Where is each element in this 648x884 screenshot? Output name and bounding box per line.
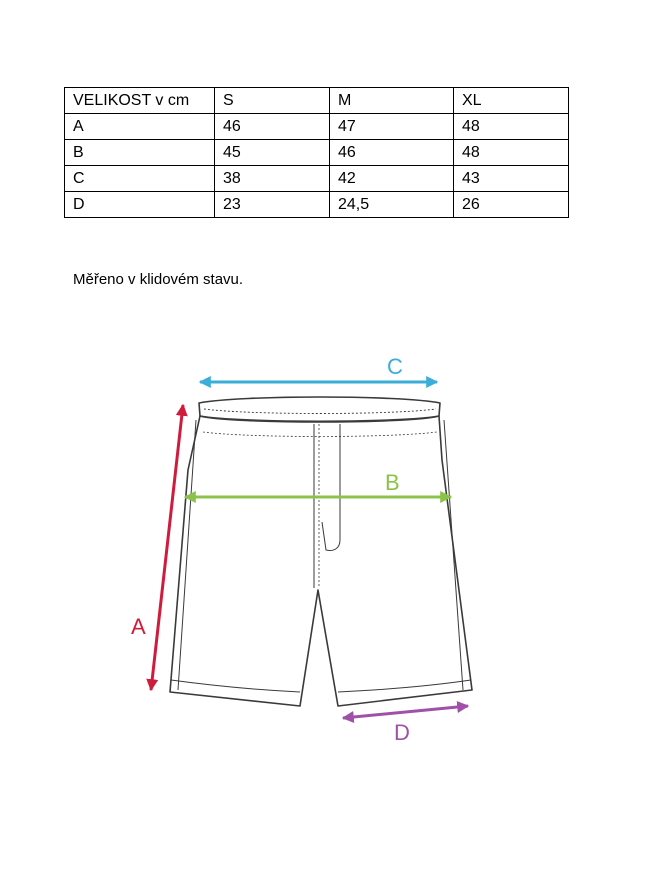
shorts-outline bbox=[170, 397, 472, 706]
table-cell: 47 bbox=[330, 114, 454, 140]
table-header-cell: VELIKOST v cm bbox=[65, 88, 215, 114]
table-cell: 26 bbox=[454, 192, 569, 218]
measure-c bbox=[200, 354, 437, 382]
table-cell: 48 bbox=[454, 114, 569, 140]
label-b: B bbox=[385, 470, 400, 495]
table-cell: C bbox=[65, 166, 215, 192]
table-cell: 23 bbox=[215, 192, 330, 218]
label-a: A bbox=[131, 614, 146, 639]
table-cell: B bbox=[65, 140, 215, 166]
table-cell: 48 bbox=[454, 140, 569, 166]
table-cell: 24,5 bbox=[330, 192, 454, 218]
measure-d bbox=[343, 706, 468, 745]
table-header-cell: M bbox=[330, 88, 454, 114]
waistband bbox=[199, 397, 440, 421]
table-cell: 46 bbox=[215, 114, 330, 140]
table-cell: D bbox=[65, 192, 215, 218]
table-header-cell: XL bbox=[454, 88, 569, 114]
measurement-note: Měřeno v klidovém stavu. bbox=[73, 271, 244, 288]
table-cell: 43 bbox=[454, 166, 569, 192]
table-cell: 46 bbox=[330, 140, 454, 166]
shorts-body bbox=[170, 416, 472, 706]
table-cell: 38 bbox=[215, 166, 330, 192]
table-cell: A bbox=[65, 114, 215, 140]
label-c: C bbox=[387, 354, 403, 379]
label-d: D bbox=[394, 720, 410, 745]
table-cell: 42 bbox=[330, 166, 454, 192]
table-header-cell: S bbox=[215, 88, 330, 114]
table-cell: 45 bbox=[215, 140, 330, 166]
